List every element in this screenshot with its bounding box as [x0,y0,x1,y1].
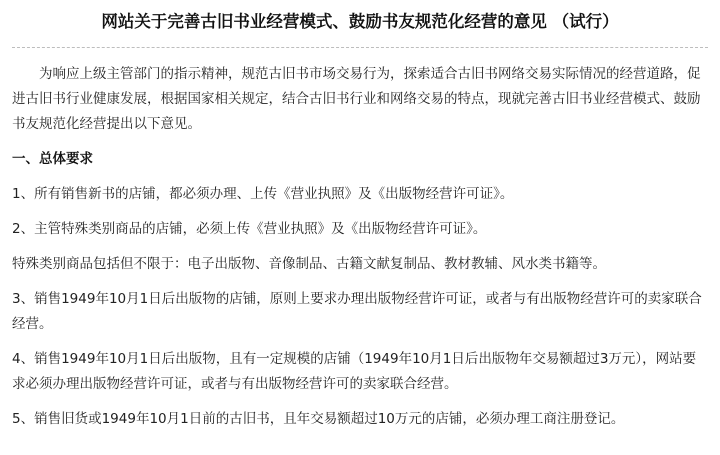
requirement-item-1: 1、所有销售新书的店铺，都必须办理、上传《营业执照》及《出版物经营许可证》。 [12,186,514,202]
document-body [12,62,706,442]
requirement-item-3: 3、销售1949年10月1日后出版物的店铺，原则上要求办理出版物经营许可证，或者与有出版物经营许可的卖家联合经营。 [12,291,702,332]
requirement-item-2: 2、主管特殊类别商品的店铺，必须上传《营业执照》及《出版物经营许可证》。 [12,221,487,237]
special-category-note: 特殊类别商品包括但不限于：电子出版物、音像制品、古籍文献复制品、教材教辅、风水类书籍等。 [12,256,606,272]
intro-paragraph: 为响应上级主管部门的指示精神，规范古旧书市场交易行为，探索适合古旧书网络交易实际情况的经营道路，促进古旧书行业健康发展，根据国家相关规定，结合古旧书行业和网络交易的特点，现就完善古旧书业经营模式、鼓励书友规范化经营提出以下意见。 [12,66,701,132]
requirement-item-5: 5、销售旧货或1949年10月1日前的古旧书，且年交易额超过10万元的店铺，必须办理工商注册登记。 [12,411,625,427]
section-heading-general-requirements: 一、总体要求 [12,151,93,167]
document-title: 网站关于完善古旧书业经营模式、鼓励书友规范化经营的意见 （试行） [101,12,619,31]
requirement-item-4: 4、销售1949年10月1日后出版物，且有一定规模的店铺（1949年10月1日后出版物年交易额超过3万元），网站要求必须办理出版物经营许可证，或者与有出版物经营许可的卖家联合经营。 [12,351,697,392]
title-divider [12,47,708,48]
